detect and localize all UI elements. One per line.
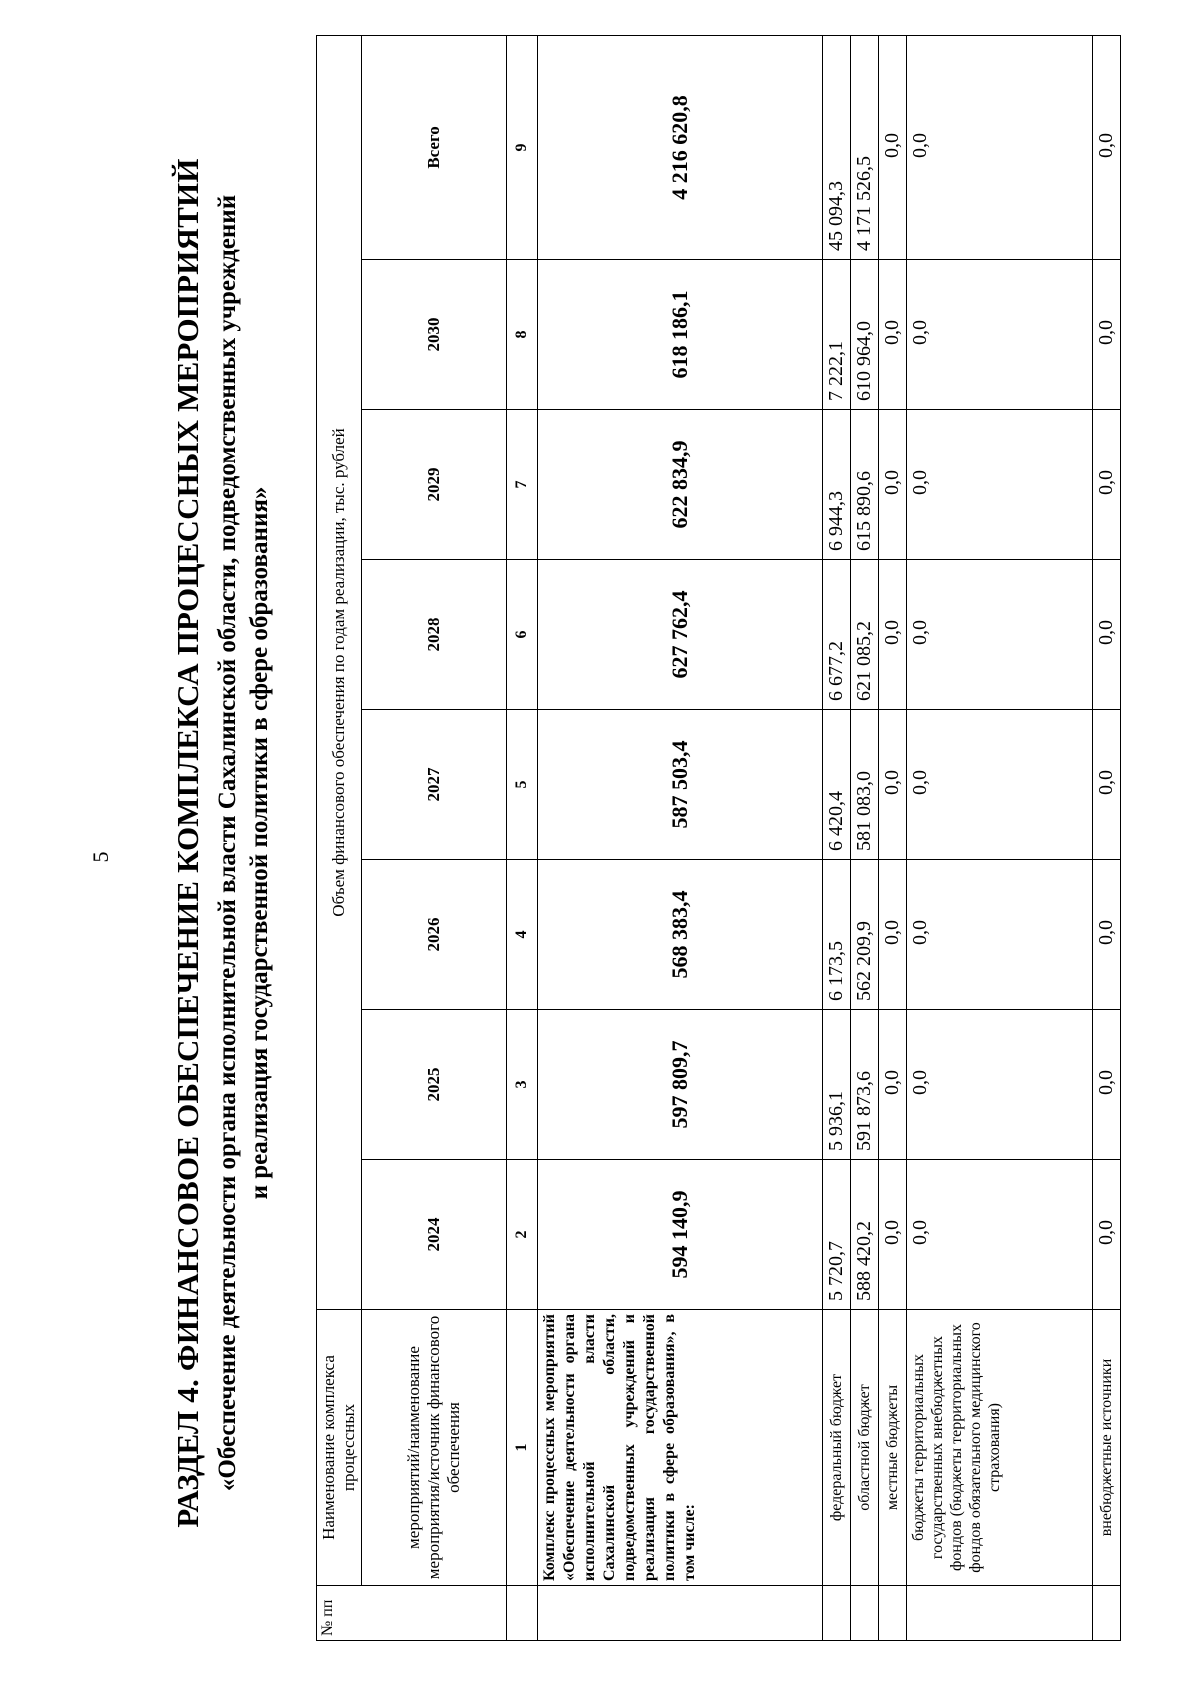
value-cell: 0,0 bbox=[879, 560, 907, 710]
row-name: Комплекс процессных мероприятий «Обеспечение деятельности органа исполнительной власти Сахалинской области, подведомственных учреждений и реализация государственной политики в сфере образования», в том числе: bbox=[538, 1310, 823, 1586]
col-number: 7 bbox=[507, 410, 538, 560]
header-name-bottom: мероприятий/наименование мероприятия/источник финансового обеспечения bbox=[362, 1310, 507, 1586]
header-year-2030: 2030 bbox=[362, 260, 507, 410]
col-number: 3 bbox=[507, 1010, 538, 1160]
value-cell: 581 083,0 bbox=[851, 710, 879, 860]
header-volume: Объем финансового обеспечения по годам реализации, тыс. рублей bbox=[317, 35, 362, 1309]
value-cell: 0,0 bbox=[1093, 260, 1121, 410]
value-cell: 0,0 bbox=[907, 1010, 1093, 1160]
row-name: областной бюджет bbox=[851, 1310, 879, 1586]
title-line-3: и реализация государственной политики в сфере образования» bbox=[246, 486, 273, 1200]
header-row-1 bbox=[317, 35, 362, 1640]
value-cell: 615 890,6 bbox=[851, 410, 879, 560]
table-row bbox=[879, 35, 907, 1640]
title-line-2: «Обеспечение деятельности органа исполнительной власти Сахалинской области, подведомственных учреждений bbox=[214, 194, 241, 1492]
value-cell: 45 094,3 bbox=[823, 35, 851, 259]
header-year-2028: 2028 bbox=[362, 560, 507, 710]
header-total: Всего bbox=[362, 35, 507, 259]
value-cell: 588 420,2 bbox=[851, 1160, 879, 1310]
header-num: № пп bbox=[317, 1586, 507, 1641]
value-cell: 6 677,2 bbox=[823, 560, 851, 710]
header-year-2029: 2029 bbox=[362, 410, 507, 560]
row-num bbox=[823, 1586, 851, 1641]
table-row bbox=[1093, 35, 1121, 1640]
value-cell: 0,0 bbox=[879, 1010, 907, 1160]
table-row bbox=[851, 35, 879, 1640]
value-cell: 5 936,1 bbox=[823, 1010, 851, 1160]
value-cell: 0,0 bbox=[907, 860, 1093, 1010]
page-number: 5 bbox=[88, 851, 113, 863]
value-cell: 4 171 526,5 bbox=[851, 35, 879, 259]
value-cell: 0,0 bbox=[907, 710, 1093, 860]
row-name: бюджеты территориальных государственных внебюджетных фондов (бюджеты территориальных фондов обязательного медицинского страхования) bbox=[907, 1310, 1093, 1586]
value-cell: 621 085,2 bbox=[851, 560, 879, 710]
value-cell: 0,0 bbox=[879, 1160, 907, 1310]
header-year-2025: 2025 bbox=[362, 1010, 507, 1160]
col-number: 8 bbox=[507, 260, 538, 410]
value-cell: 5 720,7 bbox=[823, 1160, 851, 1310]
title-line-1: РАЗДЕЛ 4. ФИНАНСОВОЕ ОБЕСПЕЧЕНИЕ КОМПЛЕКСА ПРОЦЕССНЫХ МЕРОПРИЯТИЙ bbox=[170, 158, 205, 1528]
row-num bbox=[851, 1586, 879, 1641]
value-cell: 0,0 bbox=[1093, 35, 1121, 259]
value-cell: 610 964,0 bbox=[851, 260, 879, 410]
value-cell: 6 173,5 bbox=[823, 860, 851, 1010]
value-cell: 7 222,1 bbox=[823, 260, 851, 410]
financing-table bbox=[316, 35, 1121, 1641]
header-year-2024: 2024 bbox=[362, 1160, 507, 1310]
table-row bbox=[823, 35, 851, 1640]
col-number bbox=[507, 1586, 538, 1641]
value-cell: 0,0 bbox=[1093, 1160, 1121, 1310]
value-cell: 6 420,4 bbox=[823, 710, 851, 860]
financing-table-wrapper bbox=[316, 36, 1121, 1641]
section-title bbox=[170, 53, 276, 1633]
value-cell: 627 762,4 bbox=[538, 560, 823, 710]
value-cell: 0,0 bbox=[907, 560, 1093, 710]
value-cell: 0,0 bbox=[1093, 410, 1121, 560]
value-cell: 622 834,9 bbox=[538, 410, 823, 560]
value-cell: 591 873,6 bbox=[851, 1010, 879, 1160]
value-cell: 568 383,4 bbox=[538, 860, 823, 1010]
value-cell: 618 186,1 bbox=[538, 260, 823, 410]
value-cell: 0,0 bbox=[1093, 860, 1121, 1010]
value-cell: 0,0 bbox=[1093, 560, 1121, 710]
col-number: 6 bbox=[507, 560, 538, 710]
row-num bbox=[879, 1586, 907, 1641]
header-year-2027: 2027 bbox=[362, 710, 507, 860]
value-cell: 0,0 bbox=[1093, 1010, 1121, 1160]
row-name: федеральный бюджет bbox=[823, 1310, 851, 1586]
value-cell: 0,0 bbox=[907, 35, 1093, 259]
value-cell: 6 944,3 bbox=[823, 410, 851, 560]
value-cell: 0,0 bbox=[879, 710, 907, 860]
value-cell: 597 809,7 bbox=[538, 1010, 823, 1160]
header-year-2026: 2026 bbox=[362, 860, 507, 1010]
col-number: 5 bbox=[507, 710, 538, 860]
value-cell: 0,0 bbox=[907, 410, 1093, 560]
value-cell: 594 140,9 bbox=[538, 1160, 823, 1310]
value-cell: 0,0 bbox=[879, 260, 907, 410]
col-number: 1 bbox=[507, 1310, 538, 1586]
value-cell: 0,0 bbox=[879, 410, 907, 560]
value-cell: 0,0 bbox=[879, 35, 907, 259]
value-cell: 0,0 bbox=[907, 1160, 1093, 1310]
header-row-2 bbox=[362, 35, 507, 1640]
value-cell: 587 503,4 bbox=[538, 710, 823, 860]
header-col-numbers bbox=[507, 35, 538, 1640]
row-name: внебюджетные источники bbox=[1093, 1310, 1121, 1586]
row-num bbox=[538, 1586, 823, 1641]
col-number: 2 bbox=[507, 1160, 538, 1310]
row-num bbox=[1093, 1586, 1121, 1641]
value-cell: 562 209,9 bbox=[851, 860, 879, 1010]
value-cell: 0,0 bbox=[879, 860, 907, 1010]
col-number: 4 bbox=[507, 860, 538, 1010]
table-row bbox=[538, 35, 823, 1640]
row-name: местные бюджеты bbox=[879, 1310, 907, 1586]
col-number: 9 bbox=[507, 35, 538, 259]
row-num bbox=[907, 1586, 1093, 1641]
value-cell: 4 216 620,8 bbox=[538, 35, 823, 259]
table-row bbox=[907, 35, 1093, 1640]
value-cell: 0,0 bbox=[907, 260, 1093, 410]
header-name-top: Наименование комплекса процессных bbox=[317, 1310, 362, 1586]
value-cell: 0,0 bbox=[1093, 710, 1121, 860]
